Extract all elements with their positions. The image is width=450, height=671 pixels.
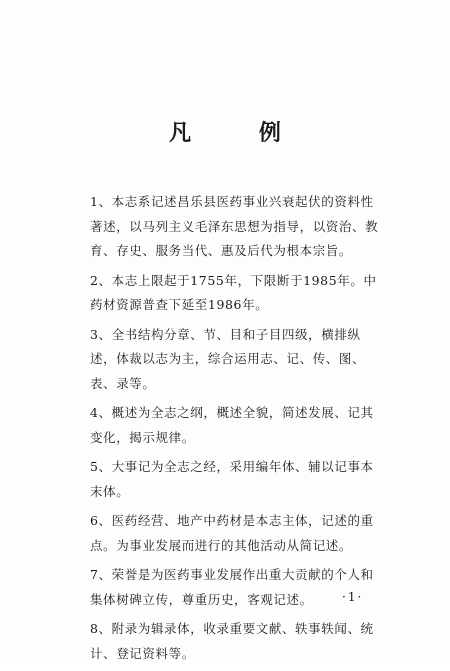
rule-text: 7、荣誉是为医药事业发展作出重大贡献的个人和集体树碑立传，尊重历史，客观记述。: [90, 567, 374, 607]
rules-list: [90, 190, 380, 671]
page-title: 凡 例: [169, 120, 311, 146]
rule-item-3: [90, 323, 380, 397]
rule-text: 5、大事记为全志之经，采用编年体、辅以记事本末体。: [90, 459, 374, 499]
rule-text: 6、医药经营、地产中药材是本志主体，记述的重点。为事业发展而进行的其他活动从简记述。: [90, 513, 374, 553]
rule-item-6: [90, 509, 380, 558]
rule-item-2: [90, 269, 380, 318]
rule-text: 3、全书结构分章、节、目和子目四级，横排纵述，体裁以志为主，综合运用志、记、传、图、表、录等。: [90, 326, 366, 391]
rule-text: 8、附录为辑录体，收录重要文献、轶事轶闻、统计、登记资料等。: [90, 621, 374, 661]
rule-item-4: [90, 401, 380, 450]
rule-text: 4、概述为全志之纲，概述全貌，简述发展、记其变化，揭示规律。: [90, 405, 374, 445]
rule-item-5: [90, 455, 380, 504]
rule-text: 2、本志上限起于1755年，下限断于1985年。中药材资源普查下延至1986年。: [90, 272, 377, 312]
rule-item-7: [90, 563, 380, 612]
rule-item-8: [90, 617, 380, 666]
page-number: ·1·: [342, 590, 364, 604]
rule-text: 1、本志系记述昌乐县医药事业兴衰起伏的资料性著述，以马列主义毛泽东思想为指导，以资治、教育、存史、服务当代、惠及后代为根本宗旨。: [90, 194, 379, 258]
rule-item-1: [90, 190, 380, 264]
